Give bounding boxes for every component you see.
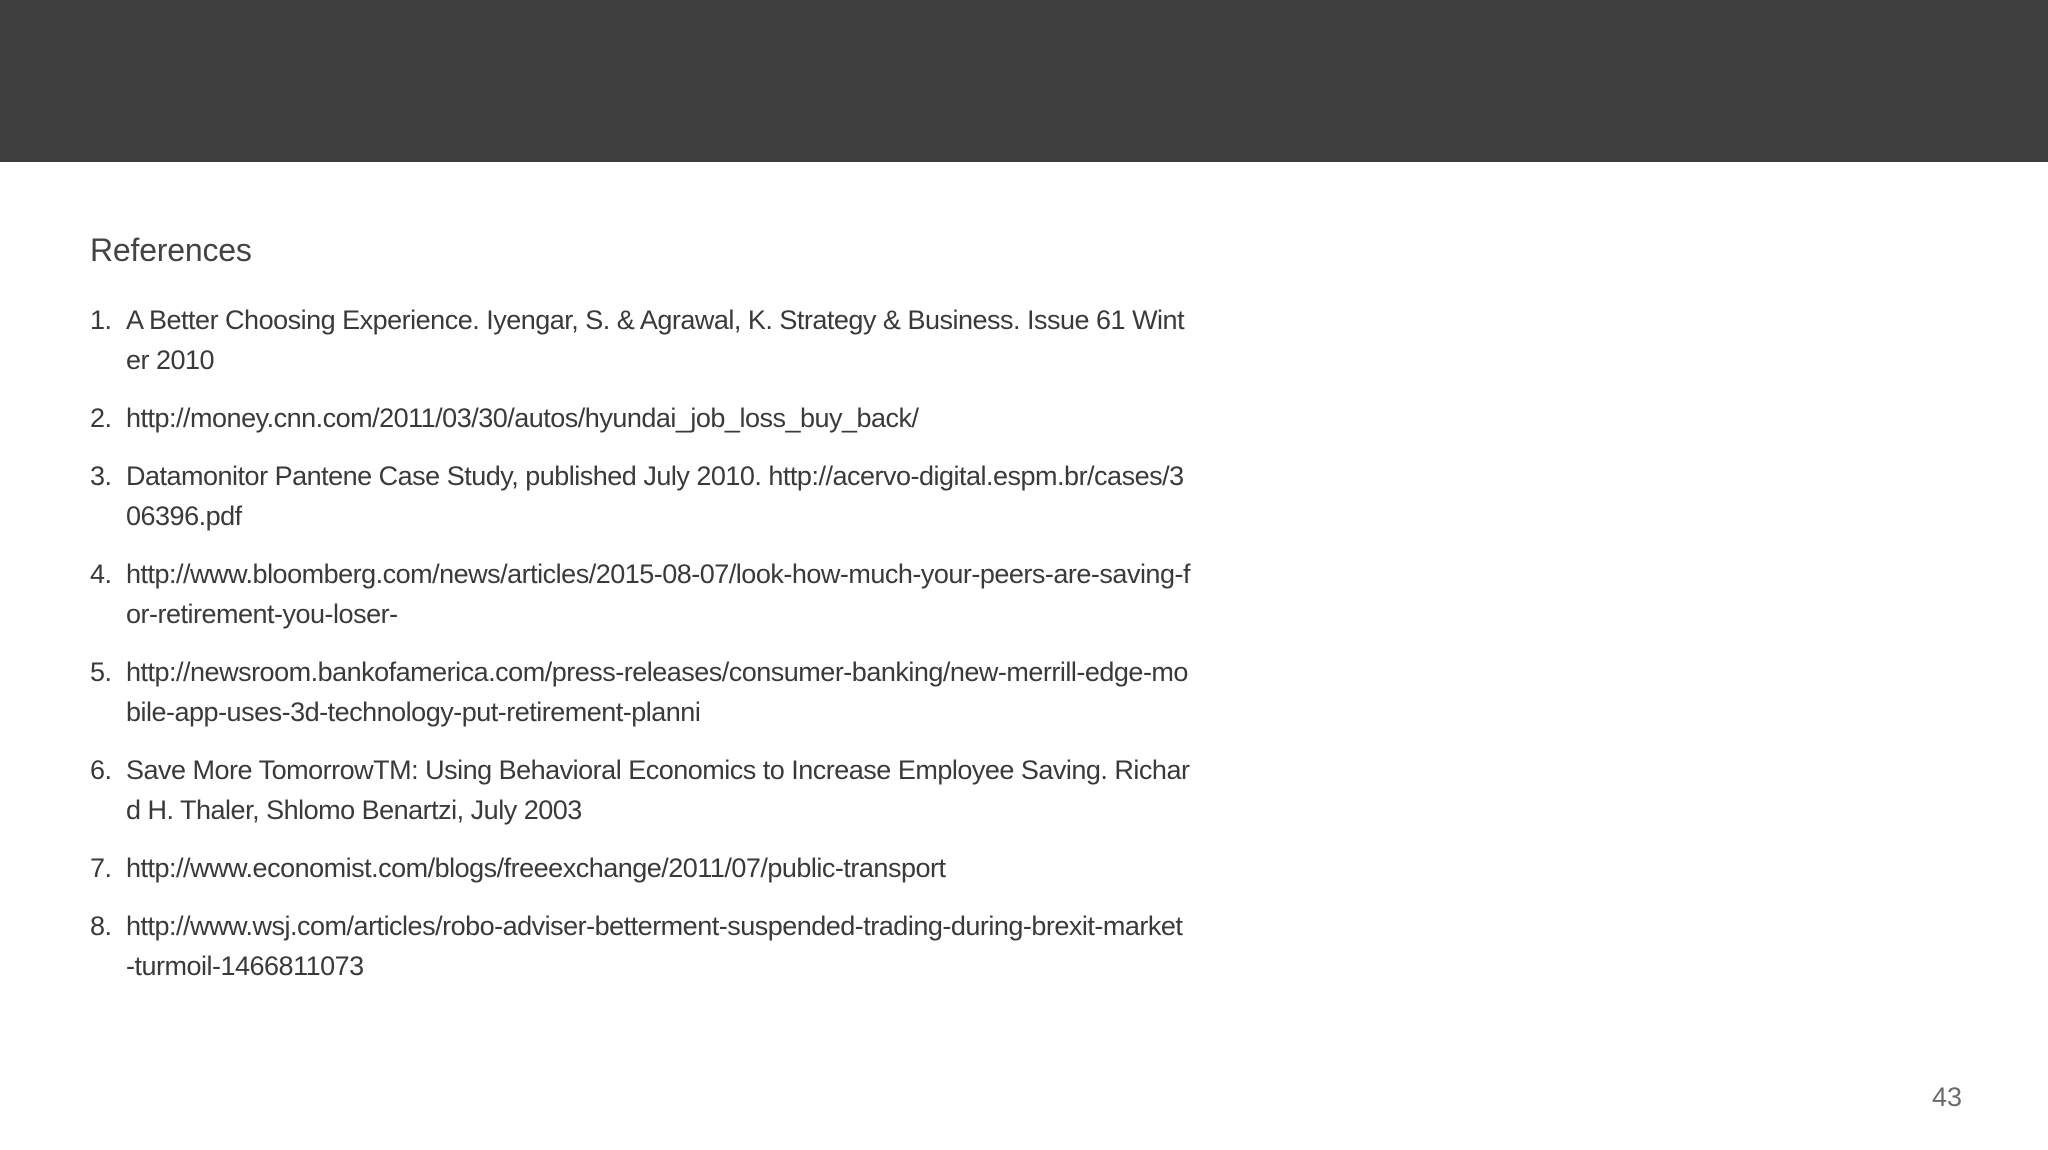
reference-link[interactable]: http://www.wsj.com/articles/robo-adviser-betterment-suspended-trading-during-brexit-market-turmoil-1466811073 [126,911,1183,981]
reference-item [90,456,1190,536]
reference-link[interactable]: http://www.economist.com/blogs/freeexchange/2011/07/public-transport [126,853,946,883]
reference-text: Datamonitor Pantene Case Study, published July 2010. http://acervo-digital.espm.br/cases/306396.pdf [126,461,1184,531]
reference-number: 3. [90,461,112,491]
reference-item [90,848,1190,888]
section-title: References [90,232,252,268]
reference-item [90,554,1190,634]
reference-number: 1. [90,305,112,335]
reference-number: 4. [90,559,112,589]
reference-link[interactable]: http://newsroom.bankofamerica.com/press-releases/consumer-banking/new-merrill-edge-mobile-app-uses-3d-technology-put-retirement-planni [126,657,1188,727]
reference-item [90,652,1190,732]
reference-number: 6. [90,755,112,785]
reference-number: 2. [90,403,112,433]
reference-item [90,300,1190,380]
reference-number: 7. [90,853,112,883]
reference-link[interactable]: http://money.cnn.com/2011/03/30/autos/hyundai_job_loss_buy_back/ [126,403,919,433]
reference-item [90,750,1190,830]
reference-text: Save More TomorrowTM: Using Behavioral Economics to Increase Employee Saving. Richard H. Thaler, Shlomo Benartzi, July 2003 [126,755,1190,825]
page-number: 43 [1931,1082,1962,1112]
reference-text: A Better Choosing Experience. Iyengar, S. & Agrawal, K. Strategy & Business. Issue 61 Winter 2010 [126,305,1185,375]
reference-item [90,398,1190,438]
reference-list [90,300,1190,1004]
reference-item [90,906,1190,986]
header-band [0,0,2048,162]
reference-number: 5. [90,657,112,687]
reference-number: 8. [90,911,112,941]
reference-link[interactable]: http://www.bloomberg.com/news/articles/2015-08-07/look-how-much-your-peers-are-saving-for-retirement-you-loser- [126,559,1190,629]
